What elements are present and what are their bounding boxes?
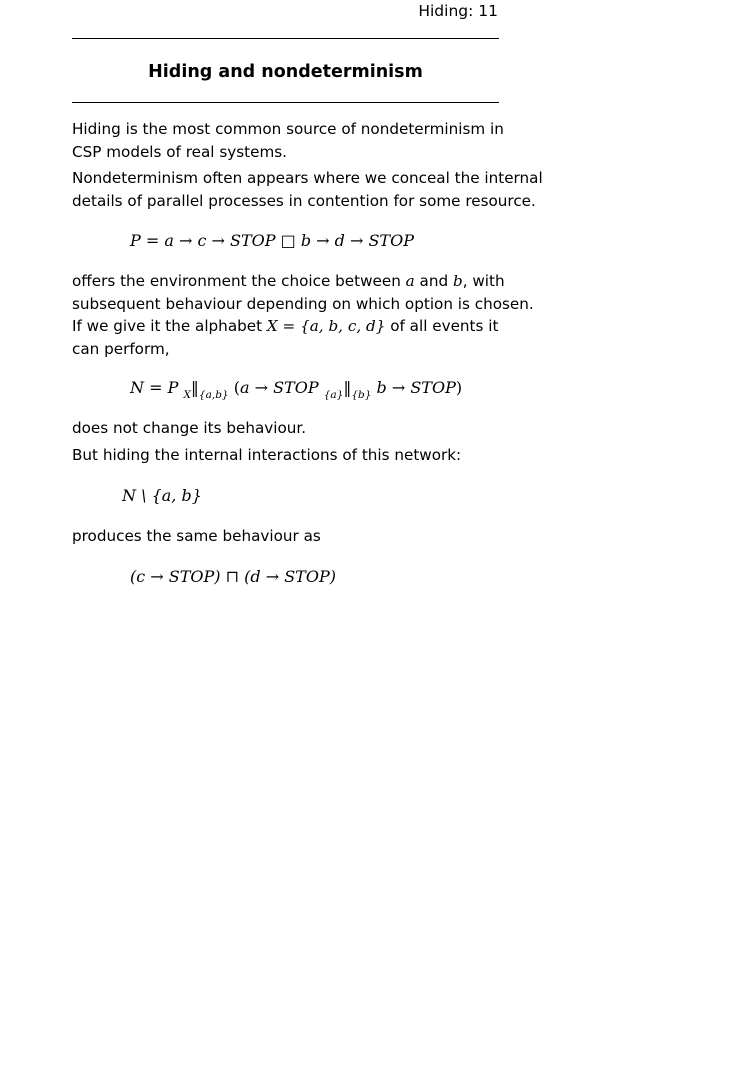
subscript-a: {a} bbox=[323, 389, 344, 401]
equals-sign: = bbox=[144, 378, 168, 397]
equals-sign: = bbox=[140, 231, 165, 250]
parallel-operator: ‖ bbox=[343, 378, 352, 397]
page-header: Hiding: 11 bbox=[418, 2, 498, 20]
open-paren: ( bbox=[233, 378, 240, 397]
equation-p-definition bbox=[130, 229, 414, 253]
parallel-operator: ‖ bbox=[190, 378, 199, 397]
paragraph-line: Hiding is the most common source of nondeterminism in bbox=[72, 120, 504, 138]
text-fragment: and bbox=[414, 272, 453, 290]
paragraph-offers bbox=[72, 270, 534, 360]
internal-choice-operator: ⊓ bbox=[220, 567, 245, 586]
equation-n-definition bbox=[130, 376, 462, 402]
equation-branch-left: a → c → STOP bbox=[164, 231, 276, 250]
paragraph-but-hiding bbox=[72, 444, 512, 467]
equation-branch-right: b → d → STOP bbox=[300, 231, 414, 250]
paragraph-line: details of parallel processes in contention for some resource. bbox=[72, 191, 536, 210]
text-fragment: of all events it bbox=[385, 317, 499, 335]
section-title: Hiding and nondeterminism bbox=[148, 62, 423, 82]
process-middle: a → STOP bbox=[239, 378, 319, 397]
equation-lhs: P bbox=[130, 231, 141, 250]
process-p: P bbox=[167, 378, 179, 397]
close-paren: ) bbox=[455, 378, 463, 397]
equation-internal-choice bbox=[130, 565, 336, 589]
process-tail: b → STOP bbox=[376, 378, 456, 397]
subscript-ab: {a,b} bbox=[198, 389, 229, 401]
hiding-expression: N \ {a, b} bbox=[122, 486, 202, 505]
paragraph-same-behaviour bbox=[72, 525, 512, 548]
paragraph-line: produces the same behaviour as bbox=[72, 527, 321, 545]
paragraph-line: does not change its behaviour. bbox=[72, 419, 307, 437]
math-alphabet-definition: X = {a, b, c, d} bbox=[266, 317, 386, 335]
top-rule bbox=[72, 38, 499, 39]
paragraph-hiding-intro bbox=[72, 118, 512, 163]
text-fragment: offers the environment the choice between bbox=[72, 272, 406, 290]
bottom-rule bbox=[72, 102, 499, 103]
paragraph-nondeterminism bbox=[72, 167, 543, 212]
subscript-x: X bbox=[183, 389, 191, 401]
math-symbol-a: a bbox=[405, 272, 415, 290]
paragraph-no-change bbox=[72, 417, 512, 440]
paragraph-line: Nondeterminism often appears where we conceal the internal bbox=[72, 169, 543, 187]
subscript-b: {b} bbox=[351, 389, 372, 401]
equation-lhs: N bbox=[130, 378, 144, 397]
paragraph-line bbox=[72, 270, 512, 293]
external-choice-operator: □ bbox=[275, 231, 301, 250]
text-fragment: , with bbox=[462, 272, 505, 290]
paragraph-line: CSP models of real systems. bbox=[72, 142, 287, 161]
paragraph-line: subsequent behaviour depending on which option is chosen. bbox=[72, 294, 534, 313]
equation-branch-right: (d → STOP) bbox=[244, 567, 336, 586]
equation-branch-left: (c → STOP) bbox=[130, 567, 221, 586]
math-symbol-b: b bbox=[452, 272, 463, 290]
paragraph-line: But hiding the internal interactions of this network: bbox=[72, 446, 462, 464]
text-fragment: If we give it the alphabet bbox=[72, 317, 267, 335]
paragraph-line: can perform, bbox=[72, 339, 170, 358]
paragraph-line bbox=[72, 315, 512, 338]
equation-hiding bbox=[122, 484, 202, 508]
